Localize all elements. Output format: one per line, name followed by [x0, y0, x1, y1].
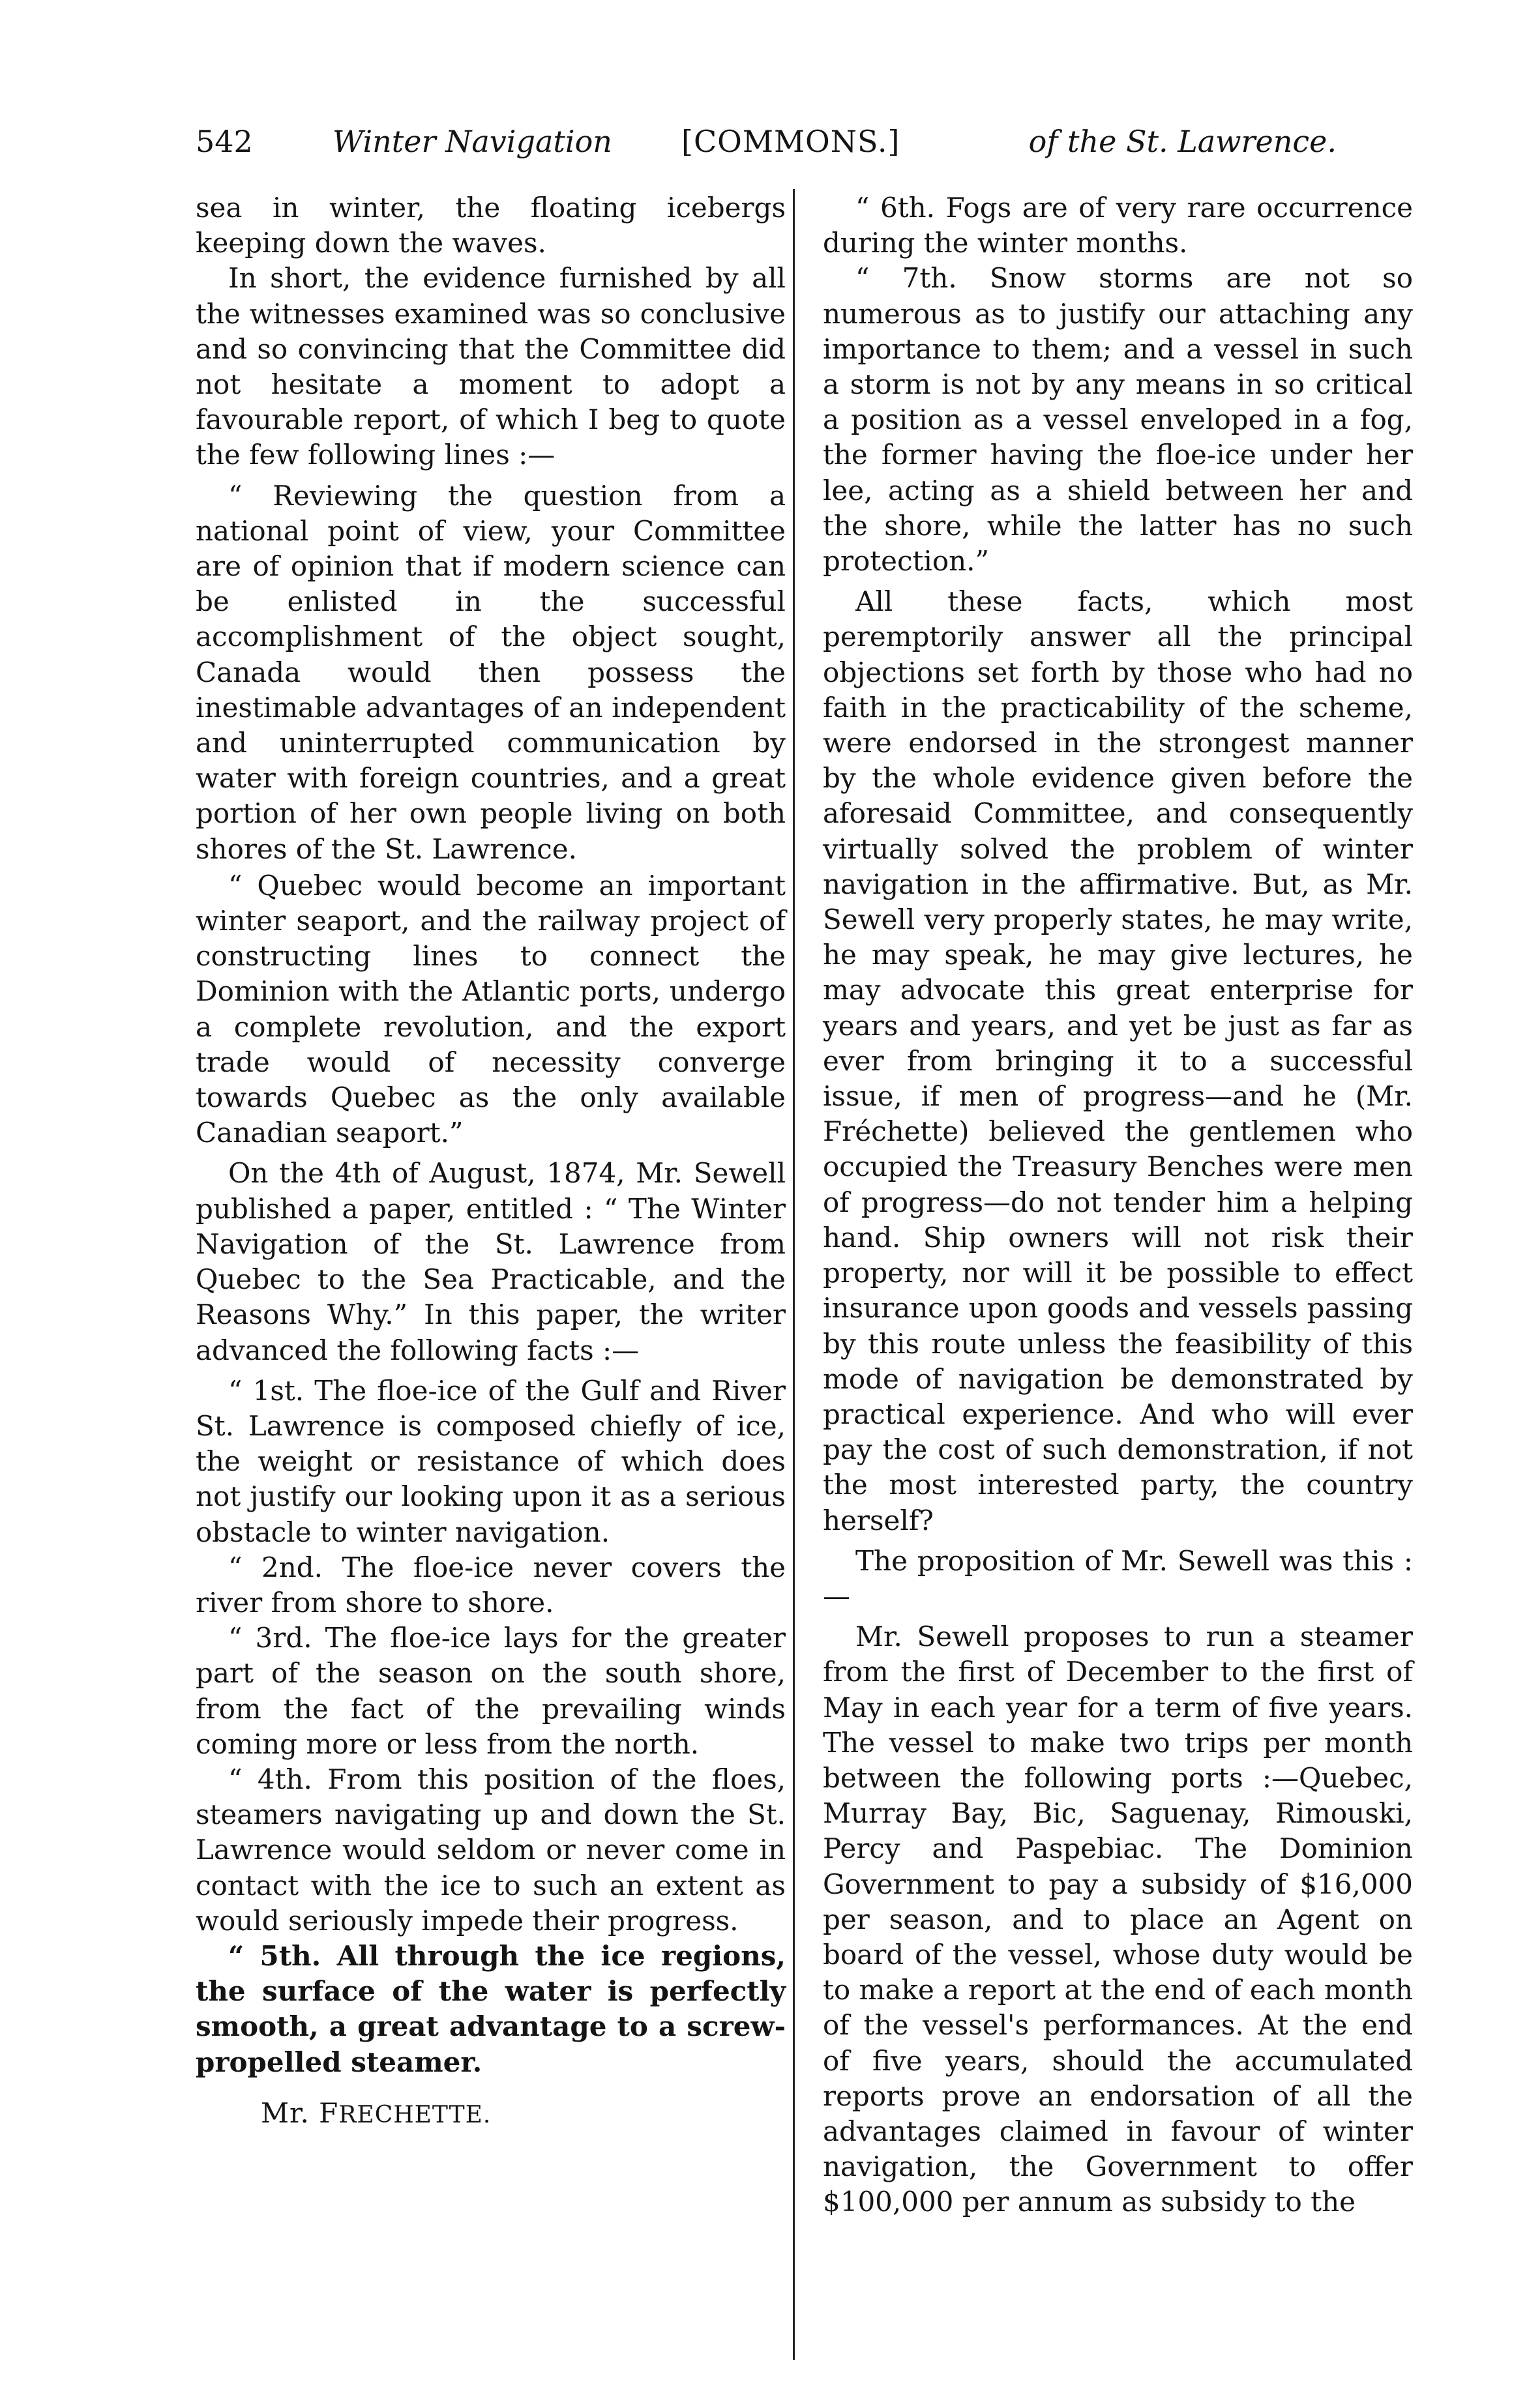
- header-right-title: of the St. Lawrence.: [1028, 124, 1337, 159]
- header-center-title: [COMMONS.]: [681, 124, 900, 159]
- fact-seventh: “ 7th. Snow storms are not so numerous as to justify our attaching any importance to them; and a vessel in such a storm is not by any means in so critical a position as a vessel enveloped in a fog, the former having the floe-ice under her lee, acting as a shield between her and the shore, while the latter has no such protection.”: [823, 262, 1413, 578]
- column-divider: [793, 189, 795, 2360]
- paragraph-sewell-proposal: Mr. Sewell proposes to run a steamer from the first of December to the first of May in each year for a term of five years. The vessel to make two trips per month between the following ports :—Quebec, Murray Bay, Bic, Saguenay, Rimouski, Percy and Paspebiac. The Dominion Government to pay a subsidy of $16,000 per season, and to place an Agent on board of the vessel, whose duty would be to make a report at the end of each month of the vessel's performances. At the end of five years, should the accumulated reports prove an endorsation of all the advantages claimed in favour of winter navigation, the Government to offer $100,000 per annum as subsidy to the: [823, 1621, 1413, 2218]
- fact-first: “ 1st. The floe-ice of the Gulf and River St. Lawrence is composed chiefly of ice, the weight or resistance of which does not justify our looking upon it as a serious obstacle to winter navigation.: [196, 1374, 786, 1548]
- left-column: [196, 190, 786, 2133]
- speaker-prefix: Mr. F: [261, 2096, 339, 2129]
- page-number: 542: [196, 124, 253, 159]
- paragraph-sewell-paper: On the 4th of August, 1874, Mr. Sewell published a paper, entitled : “ The Winter Navigation of the St. Lawrence from Quebec to the Sea Practicable, and the Reasons Why.” In this paper, the writer advanced the following facts :—: [196, 1157, 786, 1366]
- fact-sixth: “ 6th. Fogs are of very rare occurrence during the winter months.: [823, 192, 1413, 259]
- quote-committee-report: “ Reviewing the question from a national point of view, your Committee are of opinion that if modern science can be enlisted in the successful accomplishment of the object sought, Canada would then possess the inestimable advantages of an independent and uninterrupted communication by water with foreign countries, and a great portion of her own people living on both shores of the St. Lawrence.: [196, 479, 786, 865]
- paragraph-continuation: sea in winter, the floating icebergs keeping down the waves.: [196, 192, 786, 259]
- fact-fourth: “ 4th. From this position of the floes, steamers navigating up and down the St. Lawrence would seldom or never come in contact with the ice to such an extent as would seriously impede their progress.: [196, 1763, 786, 1937]
- quote-quebec-seaport: “ Quebec would become an important winter seaport, and the railway project of constructing lines to connect the Dominion with the Atlantic ports, undergo a complete revolution, and the export trade would of necessity converge towards Quebec as the only available Canadian seaport.”: [196, 869, 786, 1149]
- header-left-title: Winter Navigation: [333, 124, 612, 159]
- right-column: [823, 190, 1413, 2220]
- paragraph-proposition: The proposition of Mr. Sewell was this :—: [823, 1544, 1413, 1612]
- running-header: [196, 124, 1337, 183]
- fact-third: “ 3rd. The floe-ice lays for the greater part of the season on the south shore, from the fact of the prevailing winds coming more or less from the north.: [196, 1622, 786, 1760]
- paragraph-all-these-facts: All these facts, which most peremptorily answer all the principal objections set forth by those who had no faith in the practicability of the scheme, were endorsed in the strongest manner by the whole evidence given before the aforesaid Committee, and consequently virtually solved the problem of winter navigation in the affirmative. But, as Mr. Sewell very properly states, he may write, he may speak, he may give lectures, he may advocate this great enterprise for years and years, and yet be just as far as ever from bringing it to a successful issue, if men of progress—and he (Mr. Fréchette) believed the gentlemen who occupied the Treasury Benches were men of progress—do not tender him a helping hand. Ship owners will not risk their property, nor will it be possible to effect insurance upon goods and vessels passing by this route unless the feasibility of this mode of navigation be demonstrated by practical experience. And who will ever pay the cost of such demonstration, if not the most interested party, the country herself?: [823, 585, 1413, 1536]
- fact-fifth: “ 5th. All through the ice regions, the surface of the water is perfectly smooth, a great advantage to a screw-propelled steamer.: [196, 1939, 786, 2078]
- speaker-name: [196, 2096, 786, 2133]
- fact-second: “ 2nd. The floe-ice never covers the river from shore to shore.: [196, 1551, 786, 1619]
- speaker-rest: RECHETTE.: [338, 2101, 492, 2128]
- paragraph-evidence: In short, the evidence furnished by all the witnesses examined was so conclusive and so convincing that the Committee did not hesitate a moment to adopt a favourable report, of which I beg to quote the few following lines :—: [196, 262, 786, 471]
